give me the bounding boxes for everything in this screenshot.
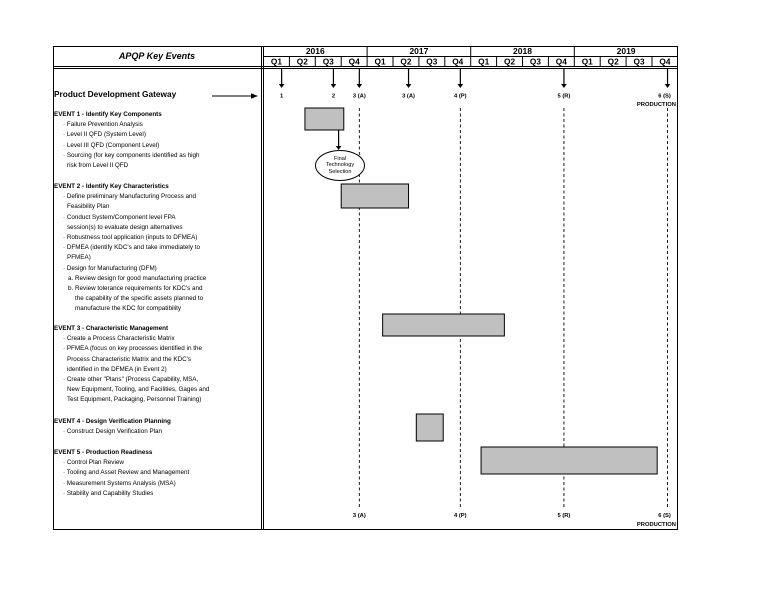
event-4-bar xyxy=(416,414,443,441)
event-title: EVENT 1 - Identify Key Components xyxy=(54,111,162,118)
event-5-bar xyxy=(481,447,657,474)
event-detail-line: session(s) to evaluate design alternatives xyxy=(67,223,183,231)
gateway-down-arrow-head xyxy=(357,84,363,88)
gateway-down-arrow-head xyxy=(458,84,464,88)
gateway-marker-label: 1 xyxy=(280,93,284,100)
event-detail-line: identified in the DFMEA (in Event 2) xyxy=(67,365,167,373)
event-title: EVENT 2 - Identify Key Characteristics xyxy=(54,183,169,190)
year-label: 2016 xyxy=(305,46,325,56)
event-detail-line: b. Review tolerance requirements for KDC's and xyxy=(68,285,203,292)
gateway-down-arrow-head xyxy=(406,84,412,88)
quarter-label: Q1 xyxy=(581,56,593,67)
event-detail-line: the capability of the specific assets planned to xyxy=(75,295,204,303)
quarter-label: Q4 xyxy=(659,56,671,67)
quarter-label: Q1 xyxy=(478,56,490,67)
event-detail-line: · Define preliminary Manufacturing Process and xyxy=(63,193,196,201)
quarter-label: Q3 xyxy=(426,56,438,67)
year-label: 2018 xyxy=(513,46,532,56)
event-detail-line: · Level II QFD (System Level) xyxy=(63,131,146,139)
gateway-marker-label: 6 (S) xyxy=(658,93,671,100)
gateway-down-arrow-head xyxy=(665,84,671,88)
event-detail-line: risk from Level II QFD xyxy=(67,162,129,169)
event-title: EVENT 4 - Design Verification Planning xyxy=(54,418,171,425)
event-detail-line: Feasibility Plan xyxy=(67,203,110,211)
event-detail-line: · Robustness tool application (inputs to DFMEA) xyxy=(63,234,198,241)
chart-title: APQP Key Events xyxy=(118,51,196,61)
quarter-grid xyxy=(271,46,671,67)
bottom-marker-label: 5 (R) xyxy=(557,513,571,519)
event-detail-line: · DFMEA (identify KDC's and take immediately to xyxy=(63,244,200,252)
event-detail-line: · Failure Prevention Analysis xyxy=(63,121,143,129)
quarter-label: Q2 xyxy=(504,56,516,67)
event-title: EVENT 5 - Production Readiness xyxy=(54,449,153,456)
production-label-bottom: PRODUCTION xyxy=(636,522,676,528)
quarter-label: Q2 xyxy=(400,56,412,67)
quarter-label: Q4 xyxy=(452,56,464,67)
final-technology-selection-bubble xyxy=(315,150,365,181)
event-detail-line: · Level III QFD (Component Level) xyxy=(63,141,160,149)
event-detail-line: Process Characteristic Matrix and the KDC's xyxy=(67,355,192,363)
event-detail-line: · Measurement Systems Analysis (MSA) xyxy=(63,479,176,487)
quarter-label: Q4 xyxy=(555,56,567,67)
event-detail-line: · Create a Process Characteristic Matrix xyxy=(63,335,175,343)
gateway-marker-label: 5 (R) xyxy=(557,93,571,100)
gateway-down-arrow-head xyxy=(331,84,337,88)
quarter-label: Q3 xyxy=(322,56,334,67)
event-detail-line: manufacture the KDC for compatibility xyxy=(75,305,182,313)
quarter-label: Q2 xyxy=(296,56,308,67)
quarter-label: Q3 xyxy=(633,56,645,67)
event-detail-line: · Stability and Capability Studies xyxy=(63,489,154,497)
event-detail-line: · PFMEA (focus on key processes identified in the xyxy=(63,345,202,353)
gateway-down-arrow-head xyxy=(561,84,567,88)
event-title: EVENT 3 - Characteristic Management xyxy=(54,325,169,332)
bubble-text: Final Technology Selection xyxy=(325,156,355,175)
year-label: 2017 xyxy=(409,46,429,56)
year-label: 2019 xyxy=(616,46,636,56)
gateway-down-arrow-head xyxy=(279,84,285,88)
bottom-marker-label: 4 (P) xyxy=(454,513,467,519)
event-3-bar xyxy=(383,314,505,336)
event-detail-line: · Construct Design Verification Plan xyxy=(63,428,163,436)
quarter-label: Q2 xyxy=(607,56,619,67)
event-detail-line: Test Equipment, Packaging, Personnel Training) xyxy=(67,396,202,404)
gateway-label: Product Development Gateway xyxy=(54,89,177,99)
event-detail-line: · Tooling and Asset Review and Management xyxy=(63,469,190,477)
event-detail-line: · Control Plan Review xyxy=(63,459,124,467)
gateway-arrow-head xyxy=(251,93,258,98)
gateway-marker-label: 4 (P) xyxy=(454,93,467,100)
event-detail-line: a. Review design for good manufacturing practice xyxy=(68,274,207,282)
event-detail-line: · Design for Manufacturing (DFM) xyxy=(63,264,157,272)
quarter-label: Q1 xyxy=(270,56,282,67)
production-label-top: PRODUCTION xyxy=(636,102,676,108)
gateway-marker-label: 3 (A) xyxy=(352,93,366,100)
event-2-bar xyxy=(341,184,408,208)
event-1-bar xyxy=(305,108,344,130)
bottom-marker-label: 6 (S) xyxy=(658,513,671,519)
bottom-marker-label: 3 (A) xyxy=(352,513,366,519)
event-detail-line: · Create other "Plans" (Process Capability, MSA, xyxy=(63,376,199,383)
event-detail-line: · Conduct System/Component level FPA xyxy=(63,213,176,221)
quarter-label: Q1 xyxy=(374,56,386,67)
quarter-label: Q4 xyxy=(348,56,360,67)
event-detail-line: · Sourcing (for key components identified as high xyxy=(63,151,200,159)
event-detail-line: New Equipment, Tooling, and Facilities, Gages and xyxy=(67,386,210,394)
gateway-marker-label: 3 (A) xyxy=(402,93,415,100)
quarter-label: Q3 xyxy=(529,56,541,67)
gateway-marker-label: 2 xyxy=(331,93,336,100)
event-detail-line: PFMEA) xyxy=(67,254,91,262)
